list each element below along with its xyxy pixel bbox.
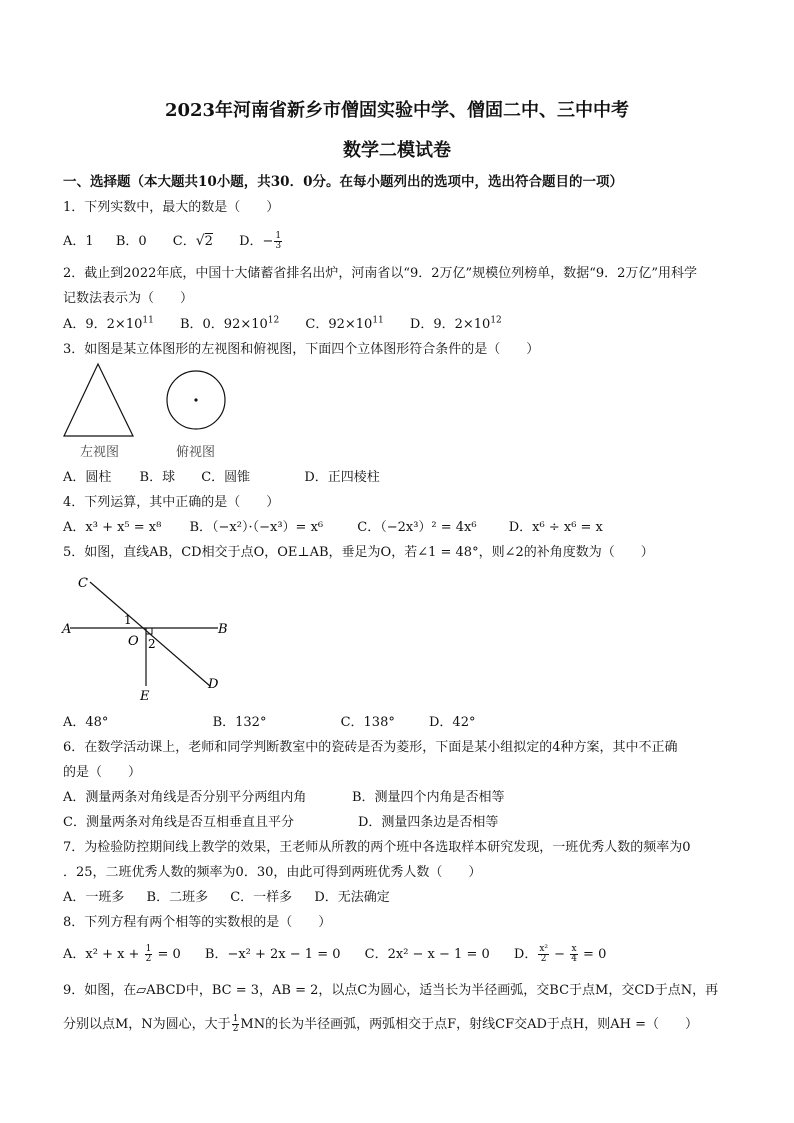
- q5-option-d: D．42°: [429, 715, 476, 730]
- q6-option-c: C．测量两条对角线是否互相垂直且平分: [63, 815, 294, 830]
- q3-figure: [60, 360, 240, 444]
- q1-options: [63, 232, 283, 251]
- q1-option-c: C．√2: [172, 233, 213, 249]
- q8-stem: 8．下列方程有两个相等的实数根的是（ ）: [63, 915, 332, 930]
- q4-option-a: A．x³ + x⁵ = x⁸: [63, 520, 162, 535]
- q7-options: [63, 889, 390, 907]
- q7-option-d: D．无法确定: [314, 890, 390, 905]
- label-e: E: [140, 689, 150, 704]
- label-2: 2: [148, 637, 156, 651]
- q6-option-a: A．测量两条对角线是否分别平分两组内角: [63, 790, 307, 805]
- label-a: A: [62, 622, 72, 637]
- q7-option-a: A．一班多: [63, 890, 125, 905]
- q2-option-c: C．$92\times 10^{11}$: [305, 315, 384, 332]
- label-d: D: [208, 677, 219, 692]
- q5-option-a: A．48°: [63, 715, 109, 730]
- q6-stem-line1: 6．在数学活动课上，老师和同学判断教室中的瓷砖是否为菱形，下面是某小组拟定的4种方案，其中不正确: [63, 740, 678, 755]
- q8-option-a: A．x² + x + $\frac{1}{2}$ = 0: [63, 944, 181, 964]
- q6-option-b: B．测量四个内角是否相等: [352, 790, 505, 805]
- label-1: 1: [124, 613, 132, 627]
- q4-option-c: C．（−2x³）² = 4x⁶: [357, 520, 477, 535]
- q1-stem: 1．下列实数中，最大的数是（ ）: [63, 200, 280, 215]
- q5-option-b: B．132°: [212, 715, 267, 730]
- label-o: O: [128, 634, 139, 649]
- q4-stem: 4．下列运算，其中正确的是（ ）: [63, 495, 280, 510]
- q5-options: [63, 714, 475, 732]
- q1-option-d: D．− $\frac{1}{3}$: [239, 231, 282, 251]
- q4-option-b: B．（−x²）·（−x³）= x⁶: [189, 520, 324, 535]
- q3-option-d: D．正四棱柱: [304, 470, 380, 485]
- q2-options: [63, 316, 502, 334]
- q9-stem-line1: 9．如图，在▱ABCD中，BC = 3，AB = 2，以点C为圆心，适当长为半径画弧，交BC于点M，交CD于点N，再: [63, 983, 719, 998]
- q8-option-c: C．2x² − x − 1 = 0: [364, 947, 490, 962]
- left-view-caption: 左视图: [80, 445, 120, 460]
- left-view-triangle: [64, 364, 133, 436]
- q6-option-d: D．测量四条边是否相等: [358, 815, 499, 830]
- q2-option-b: B．0．$92\times 10^{12}$: [179, 315, 280, 332]
- q2-stem-line1: 2．截止到2022年底，中国十大储蓄省排名出炉，河南省以“9．2万亿”规模位列榜单，数据“9．2万亿”用科学: [63, 266, 698, 281]
- q1-option-a: A．1: [63, 234, 94, 249]
- q3-option-b: B．球: [139, 470, 176, 485]
- q3-stem: 3．如图是某立体图形的左视图和俯视图，下面四个立体图形符合条件的是（ ）: [63, 342, 540, 357]
- label-b: B: [218, 622, 228, 637]
- q8-option-b: B．−x² + 2x − 1 = 0: [204, 947, 341, 962]
- q2-option-a: A．9．$2\times 10^{11}$: [63, 315, 154, 332]
- exam-title-line2: 数学二模试卷: [343, 140, 451, 161]
- exam-title-line1: 2023年河南省新乡市僧固实验中学、僧固二中、三中中考: [164, 100, 630, 121]
- q3-option-c: C．圆锥: [201, 470, 251, 485]
- q7-option-c: C．一样多: [230, 890, 293, 905]
- top-view-caption: 俯视图: [176, 445, 216, 460]
- q7-stem-line1: 7．为检验防控期间线上教学的效果，王老师从所教的两个班中各选取样本研究发现，一班优秀人数的频率为0: [63, 840, 691, 855]
- q7-stem-line2: ．25，二班优秀人数的频率为0．30，由此可得到两班优秀人数（ ）: [63, 865, 482, 880]
- q4-options: [63, 519, 603, 537]
- q2-stem-line2: 记数法表示为（ ）: [63, 291, 194, 306]
- q3-option-a: A．圆柱: [63, 470, 112, 485]
- q2-option-d: D．9．$2\times 10^{12}$: [409, 315, 502, 332]
- q8-options: [63, 945, 606, 964]
- label-c: C: [78, 576, 88, 591]
- q5-stem: 5．如图，直线AB，CD相交于点O，OE⊥AB，垂足为O，若∠1 = 48°，则∠2的补角度数为（ ）: [63, 545, 654, 560]
- top-view-center-dot: [194, 398, 197, 401]
- q1-option-b: B．0: [115, 234, 147, 249]
- q4-option-d: D．x⁶ ÷ x⁶ = x: [508, 520, 603, 535]
- q7-option-b: B．二班多: [146, 890, 209, 905]
- q5-figure: [60, 568, 240, 712]
- q5-option-c: C．138°: [340, 715, 395, 730]
- q3-options: [63, 469, 380, 487]
- q6-stem-line2: 的是（ ）: [63, 765, 142, 780]
- section-heading: 一、选择题（本大题共10小题，共30．0分。在每小题列出的选项中，选出符合题目的一项）: [63, 174, 623, 190]
- q8-option-d: D． $\frac{\text{x²}}{2}$ − $\frac{x}{4}$ = 0: [513, 944, 607, 964]
- q9-stem-line2: 分别以点M，N为圆心，大于 $\frac{1}{2}$ MN的长为半径画弧，两弧相交于点F，射线CF交AD于点H，则AH =（ ）: [63, 1014, 698, 1034]
